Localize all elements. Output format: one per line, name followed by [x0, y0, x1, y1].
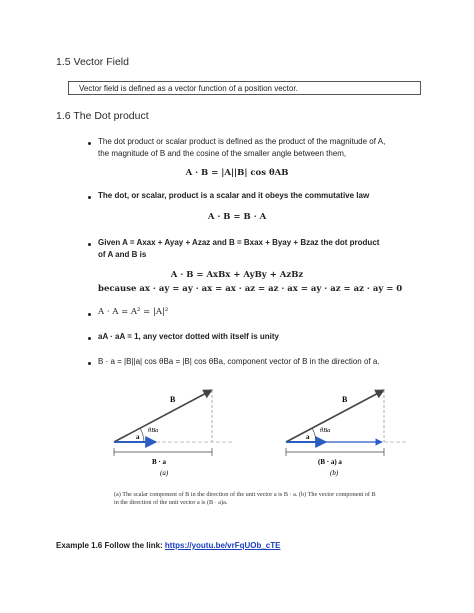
- example-label: Example 1.6 Follow the link:: [56, 541, 165, 550]
- projection-figure: [100, 382, 420, 480]
- equation-dot-definition: A · B = |A||B| cos θAB: [185, 168, 289, 178]
- label-projection: B · a: [152, 458, 167, 466]
- section-title: Vector Field: [73, 56, 129, 68]
- label-vector-projection: (B · a) a: [318, 458, 342, 466]
- section-number: 1.6: [56, 110, 71, 122]
- equation-components: A · B = AxBx + AyBy + AzBz: [170, 270, 304, 280]
- bullet-text: Given A = Axax + Ayay + Azaz and B = Bxax + Byay + Bzaz the dot product: [98, 238, 380, 247]
- definition-box: [68, 81, 421, 95]
- figure-caption: [114, 491, 376, 507]
- bullet-dot: [88, 196, 91, 199]
- label-panel-b: (b): [330, 469, 339, 477]
- equation-self-dot: A · A = A² = |A|²: [98, 307, 169, 317]
- bullet-text: The dot, or scalar, product is a scalar and it obeys the commutative law: [98, 191, 370, 200]
- section-heading-dot-product: [56, 110, 149, 122]
- label-a: a: [306, 433, 310, 441]
- angle-arc: [312, 428, 316, 442]
- label-a: a: [136, 433, 140, 441]
- bullet-dot: [88, 142, 91, 145]
- bullet-text-cont: the magnitude of B and the cosine of the smaller angle between them,: [98, 149, 347, 158]
- section-title: The Dot product: [73, 110, 149, 122]
- label-b: B: [342, 395, 348, 404]
- bullet-dot: [88, 362, 91, 365]
- bullet-dot: [88, 243, 91, 246]
- example-video-link[interactable]: https://youtu.be/vrFqUOb_cTE: [164, 541, 281, 550]
- bullet-dot: [88, 337, 91, 340]
- section-heading-vector-field: [56, 56, 129, 68]
- vector-b-arrow: [286, 390, 384, 442]
- caption-line: in the direction of the unit vector a is (B · a)a.: [114, 499, 228, 506]
- bullet-text-cont: of A and B is: [98, 250, 147, 259]
- vector-b-arrow: [114, 390, 212, 442]
- panel-a: [114, 390, 234, 477]
- angle-arc: [140, 428, 144, 442]
- label-panel-a: (a): [160, 469, 169, 477]
- example-line: [56, 540, 280, 552]
- label-theta: θBa: [320, 427, 331, 434]
- label-b: B: [170, 395, 176, 404]
- section-number: 1.5: [56, 56, 71, 68]
- bullet-text: The dot product or scalar product is defined as the product of the magnitude of A,: [98, 137, 386, 146]
- definition-text: Vector field is defined as a vector function of a position vector.: [79, 84, 298, 93]
- label-theta: θBa: [148, 427, 159, 434]
- bullet-text: aA · aA = 1, any vector dotted with itself is unity: [98, 332, 279, 341]
- panel-b: [286, 390, 406, 477]
- equation-unit-vectors: because ax · ay = ay · ax = ax · az = az · ax = ay · az = az · ay = 0: [98, 284, 403, 294]
- bullet-text: B · a = |B||a| cos θBa = |B| cos θBa, component vector of B in the direction of a.: [98, 357, 380, 366]
- caption-line: (a) The scalar component of B in the direction of the unit vector a is B · a. (b) The vector component of B: [114, 491, 376, 498]
- equation-commutative: A · B = B · A: [207, 212, 267, 222]
- bullet-dot: [88, 313, 91, 316]
